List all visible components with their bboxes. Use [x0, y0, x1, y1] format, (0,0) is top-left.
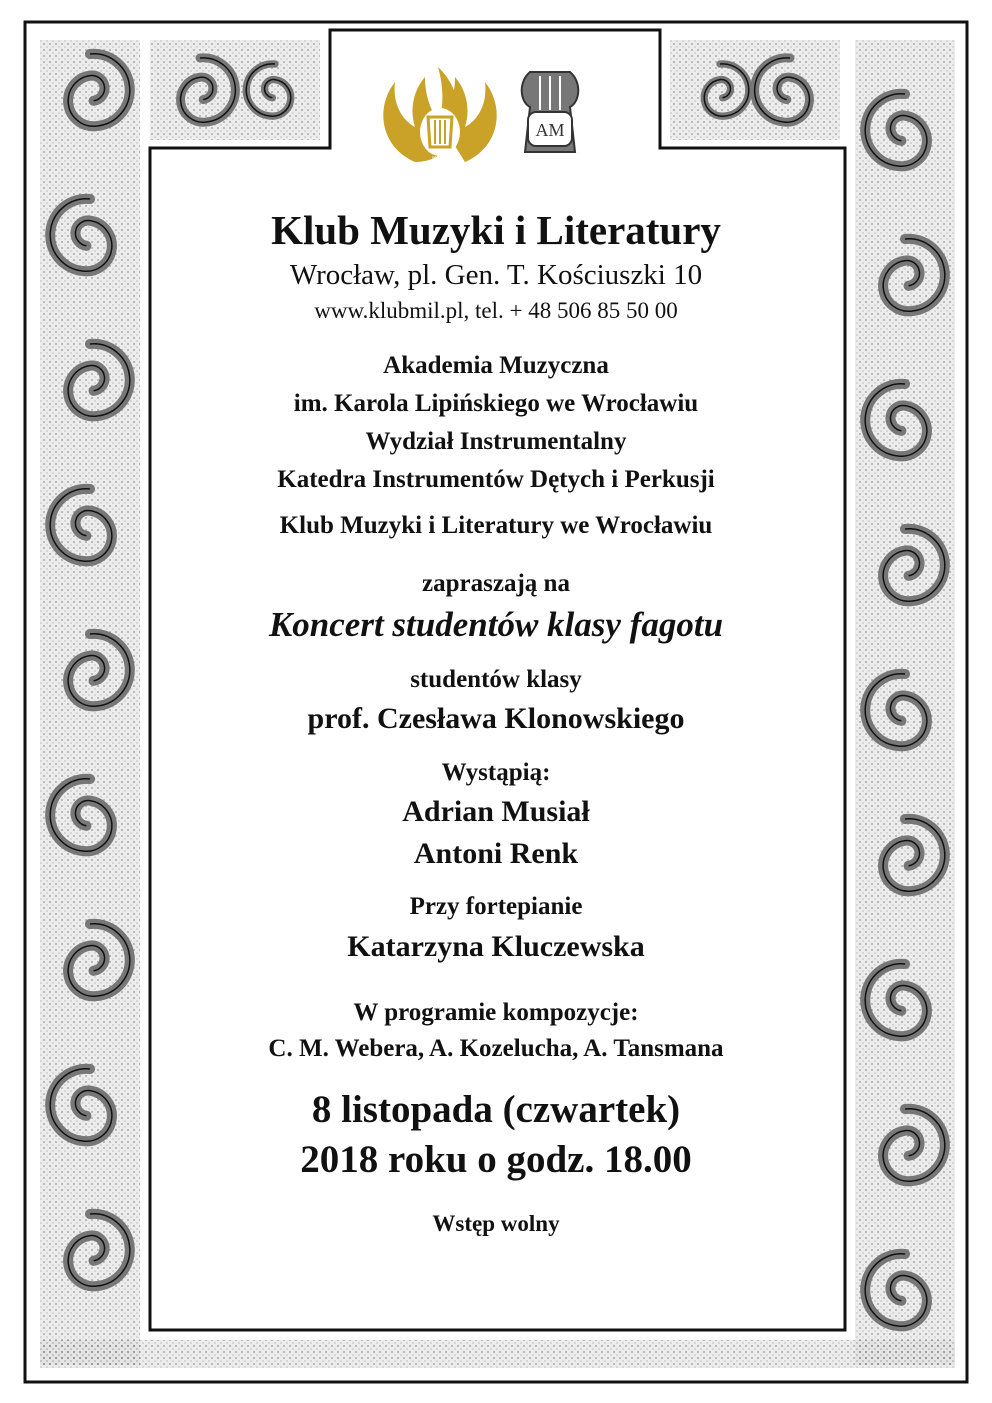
- performer-name: Adrian Musiał: [402, 795, 590, 828]
- event-date: 8 listopada (czwartek): [311, 1088, 681, 1131]
- lyre-logo: [522, 72, 579, 152]
- students-of-label: studentów klasy: [410, 666, 582, 693]
- program-label: W programie kompozycje:: [353, 999, 639, 1026]
- piano-label: Przy fortepianie: [409, 893, 583, 920]
- kmil-badge-text: KMiL: [432, 156, 448, 163]
- composers-list: C. M. Webera, A. Kozelucha, A. Tansmana: [268, 1035, 724, 1062]
- lyre-badge-text: AM: [535, 120, 565, 140]
- organizer-department: Katedra Instrumentów Dętych i Perkusji: [277, 466, 715, 493]
- organizer-academy-name: im. Karola Lipińskiego we Wrocławiu: [293, 390, 699, 417]
- logos: [370, 62, 610, 172]
- bottom-ornament: [40, 1340, 955, 1368]
- right-ornament-strip: [855, 40, 955, 1365]
- club-contact: www.klubmil.pl, tel. + 48 506 85 50 00: [314, 298, 678, 323]
- performer-name: Antoni Renk: [413, 837, 579, 870]
- entry-info: Wstęp wolny: [432, 1211, 560, 1236]
- organizer-academy: Akademia Muzyczna: [383, 352, 609, 379]
- professor-name: prof. Czesława Klonowskiego: [307, 702, 685, 735]
- poster-content: [160, 205, 832, 1241]
- top-left-ornament: [150, 40, 320, 140]
- kmil-logo: [383, 67, 496, 163]
- organizer-faculty: Wydział Instrumentalny: [365, 428, 627, 455]
- club-title: Klub Muzyki i Literatury: [271, 207, 721, 253]
- left-ornament-strip: [40, 40, 140, 1365]
- event-time: 2018 roku o godz. 18.00: [300, 1138, 692, 1181]
- pianist-name: Katarzyna Kluczewska: [347, 930, 645, 963]
- club-address: Wrocław, pl. Gen. T. Kościuszki 10: [289, 259, 703, 291]
- organizer-club: Klub Muzyki i Literatury we Wrocławiu: [279, 512, 713, 539]
- invite-text: zapraszają na: [422, 570, 570, 597]
- concert-title: Koncert studentów klasy fagotu: [268, 605, 724, 644]
- top-right-ornament: [670, 40, 840, 140]
- performers-label: Wystąpią:: [441, 759, 551, 786]
